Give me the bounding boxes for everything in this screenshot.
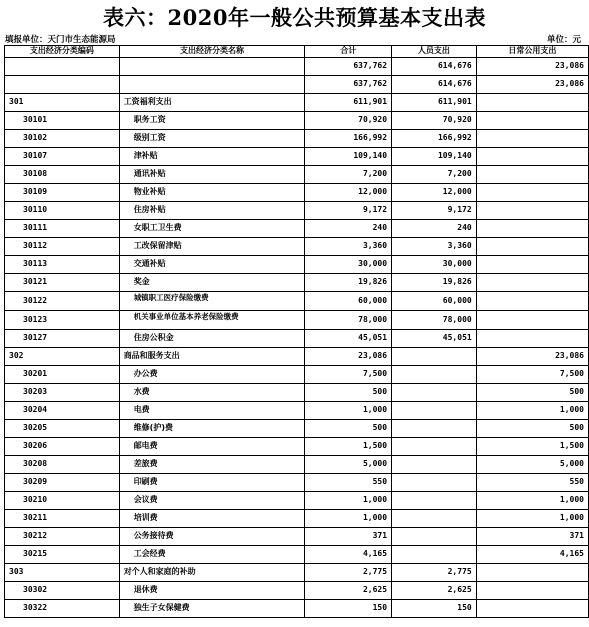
- personnel-cell: 12,000: [392, 184, 477, 202]
- personnel-cell: 9,172: [392, 202, 477, 220]
- total-cell: 611,901: [305, 94, 392, 112]
- public-cell: [476, 600, 588, 618]
- currency-unit: 单位：元: [546, 35, 581, 45]
- personnel-cell: 614,676: [392, 76, 477, 94]
- total-cell: 7,500: [305, 366, 392, 384]
- total-cell: 240: [305, 220, 392, 238]
- personnel-cell: 2,775: [392, 564, 477, 582]
- personnel-cell: [392, 366, 477, 384]
- name-cell: 通讯补贴: [119, 166, 305, 184]
- code-cell: 30111: [5, 220, 120, 238]
- header-code: 支出经济分类编码: [5, 46, 120, 58]
- name-cell: 交通补贴: [119, 256, 305, 274]
- personnel-cell: 70,920: [392, 112, 477, 130]
- personnel-cell: [392, 438, 477, 456]
- code-cell: 30210: [5, 492, 120, 510]
- personnel-cell: [392, 492, 477, 510]
- name-cell: 女职工卫生费: [119, 220, 305, 238]
- personnel-cell: 240: [392, 220, 477, 238]
- name-cell: 城镇职工医疗保险缴费: [119, 292, 305, 311]
- personnel-cell: [392, 402, 477, 420]
- public-cell: 500: [476, 384, 588, 402]
- table-row: [5, 58, 589, 76]
- code-cell: 302: [5, 348, 120, 366]
- name-cell: 工改保留津贴: [119, 238, 305, 256]
- code-cell: 30123: [5, 311, 120, 330]
- public-cell: [476, 330, 588, 348]
- personnel-cell: 45,051: [392, 330, 477, 348]
- personnel-cell: 109,140: [392, 148, 477, 166]
- public-cell: [476, 582, 588, 600]
- personnel-cell: 19,826: [392, 274, 477, 292]
- total-cell: 5,000: [305, 456, 392, 474]
- name-cell: 办公费: [119, 366, 305, 384]
- personnel-cell: [392, 348, 477, 366]
- name-cell: 物业补贴: [119, 184, 305, 202]
- total-cell: 637,762: [305, 76, 392, 94]
- personnel-cell: 3,360: [392, 238, 477, 256]
- public-cell: 371: [476, 528, 588, 546]
- public-cell: 23,086: [476, 348, 588, 366]
- header-total: 合计: [305, 46, 392, 58]
- name-cell: 奖金: [119, 274, 305, 292]
- table-row: [5, 220, 589, 238]
- table-row: [5, 238, 589, 256]
- table-row: [5, 366, 589, 384]
- total-cell: 150: [305, 600, 392, 618]
- name-cell: 印刷费: [119, 474, 305, 492]
- total-cell: 1,000: [305, 492, 392, 510]
- name-cell: 退休费: [119, 582, 305, 600]
- public-cell: [476, 202, 588, 220]
- total-cell: 7,200: [305, 166, 392, 184]
- total-cell: 166,992: [305, 130, 392, 148]
- code-cell: [5, 58, 120, 76]
- public-cell: 23,086: [476, 58, 588, 76]
- public-cell: [476, 130, 588, 148]
- name-cell: 电费: [119, 402, 305, 420]
- table-row: [5, 348, 589, 366]
- name-cell: 对个人和家庭的补助: [119, 564, 305, 582]
- personnel-cell: [392, 474, 477, 492]
- code-cell: 30212: [5, 528, 120, 546]
- table-row: [5, 582, 589, 600]
- code-cell: 30215: [5, 546, 120, 564]
- name-cell: 职务工资: [119, 112, 305, 130]
- table-row: [5, 510, 589, 528]
- total-cell: 78,000: [305, 311, 392, 330]
- name-cell: 机关事业单位基本养老保险缴费: [119, 311, 305, 330]
- public-cell: [476, 94, 588, 112]
- public-cell: 1,000: [476, 492, 588, 510]
- total-cell: 371: [305, 528, 392, 546]
- total-cell: 60,000: [305, 292, 392, 311]
- total-cell: 2,625: [305, 582, 392, 600]
- total-cell: 500: [305, 384, 392, 402]
- public-cell: 1,000: [476, 402, 588, 420]
- personnel-cell: 30,000: [392, 256, 477, 274]
- public-cell: [476, 311, 588, 330]
- public-cell: [476, 238, 588, 256]
- table-row: [5, 456, 589, 474]
- table-row: [5, 311, 589, 330]
- personnel-cell: [392, 510, 477, 528]
- total-cell: 9,172: [305, 202, 392, 220]
- name-cell: 邮电费: [119, 438, 305, 456]
- personnel-cell: [392, 420, 477, 438]
- table-row: [5, 402, 589, 420]
- table-row: [5, 330, 589, 348]
- public-cell: [476, 184, 588, 202]
- table-row: [5, 600, 589, 618]
- total-cell: 1,500: [305, 438, 392, 456]
- total-cell: 12,000: [305, 184, 392, 202]
- code-cell: 30204: [5, 402, 120, 420]
- total-cell: 1,000: [305, 402, 392, 420]
- code-cell: 30302: [5, 582, 120, 600]
- public-cell: 23,086: [476, 76, 588, 94]
- public-cell: [476, 166, 588, 184]
- public-cell: 7,500: [476, 366, 588, 384]
- personnel-cell: [392, 456, 477, 474]
- table-row: [5, 274, 589, 292]
- name-cell: 独生子女保健费: [119, 600, 305, 618]
- code-cell: 30113: [5, 256, 120, 274]
- total-cell: 70,920: [305, 112, 392, 130]
- personnel-cell: 60,000: [392, 292, 477, 311]
- code-cell: 30101: [5, 112, 120, 130]
- code-cell: 30102: [5, 130, 120, 148]
- code-cell: 30109: [5, 184, 120, 202]
- header-public: 日常公用支出: [476, 46, 588, 58]
- personnel-cell: 166,992: [392, 130, 477, 148]
- personnel-cell: 78,000: [392, 311, 477, 330]
- total-cell: 19,826: [305, 274, 392, 292]
- table-row: [5, 148, 589, 166]
- table-row: [5, 420, 589, 438]
- table-row: [5, 384, 589, 402]
- reporting-unit: 填报单位：天门市生态能源局: [5, 35, 116, 45]
- public-cell: [476, 112, 588, 130]
- table-row: [5, 94, 589, 112]
- table-row: [5, 166, 589, 184]
- personnel-cell: 611,901: [392, 94, 477, 112]
- total-cell: 109,140: [305, 148, 392, 166]
- header-personnel: 人员支出: [392, 46, 477, 58]
- public-cell: 500: [476, 420, 588, 438]
- name-cell: 住房公积金: [119, 330, 305, 348]
- total-cell: 500: [305, 420, 392, 438]
- name-cell: 津补贴: [119, 148, 305, 166]
- personnel-cell: 7,200: [392, 166, 477, 184]
- code-cell: 30209: [5, 474, 120, 492]
- table-row: [5, 492, 589, 510]
- code-cell: 30203: [5, 384, 120, 402]
- code-cell: 30112: [5, 238, 120, 256]
- code-cell: 30205: [5, 420, 120, 438]
- table-row: [5, 564, 589, 582]
- name-cell: 工会经费: [119, 546, 305, 564]
- table-row: [5, 546, 589, 564]
- public-cell: 550: [476, 474, 588, 492]
- table-row: [5, 438, 589, 456]
- table-row: [5, 76, 589, 94]
- table-row: [5, 256, 589, 274]
- name-cell: 住房补贴: [119, 202, 305, 220]
- public-cell: 1,000: [476, 510, 588, 528]
- name-cell: [119, 76, 305, 94]
- code-cell: 301: [5, 94, 120, 112]
- name-cell: 维修(护)费: [119, 420, 305, 438]
- code-cell: 30211: [5, 510, 120, 528]
- table-row: [5, 130, 589, 148]
- code-cell: [5, 76, 120, 94]
- table-header-row: [5, 46, 589, 58]
- name-cell: 公务接待费: [119, 528, 305, 546]
- public-cell: [476, 220, 588, 238]
- table-row: [5, 528, 589, 546]
- name-cell: 培训费: [119, 510, 305, 528]
- total-cell: 2,775: [305, 564, 392, 582]
- code-cell: 30201: [5, 366, 120, 384]
- code-cell: 30206: [5, 438, 120, 456]
- code-cell: 30127: [5, 330, 120, 348]
- code-cell: 30121: [5, 274, 120, 292]
- name-cell: 工资福利支出: [119, 94, 305, 112]
- public-cell: 5,000: [476, 456, 588, 474]
- personnel-cell: 2,625: [392, 582, 477, 600]
- code-cell: 30208: [5, 456, 120, 474]
- page-title: 表六：2020年一般公共预算基本支出表: [103, 5, 486, 30]
- personnel-cell: [392, 384, 477, 402]
- personnel-cell: 150: [392, 600, 477, 618]
- name-cell: 差旅费: [119, 456, 305, 474]
- table-row: [5, 112, 589, 130]
- personnel-cell: 614,676: [392, 58, 477, 76]
- public-cell: [476, 292, 588, 311]
- name-cell: 级别工资: [119, 130, 305, 148]
- name-cell: 水费: [119, 384, 305, 402]
- name-cell: [119, 58, 305, 76]
- code-cell: 30122: [5, 292, 120, 311]
- header-name: 支出经济分类名称: [119, 46, 305, 58]
- table-row: [5, 202, 589, 220]
- public-cell: 4,165: [476, 546, 588, 564]
- personnel-cell: [392, 528, 477, 546]
- code-cell: 30322: [5, 600, 120, 618]
- expenditure-table: [4, 45, 589, 618]
- name-cell: 商品和服务支出: [119, 348, 305, 366]
- table-body: [5, 46, 589, 618]
- name-cell: 会议费: [119, 492, 305, 510]
- public-cell: [476, 148, 588, 166]
- total-cell: 637,762: [305, 58, 392, 76]
- code-cell: 30110: [5, 202, 120, 220]
- total-cell: 30,000: [305, 256, 392, 274]
- total-cell: 45,051: [305, 330, 392, 348]
- table-row: [5, 292, 589, 311]
- code-cell: 303: [5, 564, 120, 582]
- table-row: [5, 184, 589, 202]
- total-cell: 1,000: [305, 510, 392, 528]
- personnel-cell: [392, 546, 477, 564]
- public-cell: [476, 256, 588, 274]
- total-cell: 23,086: [305, 348, 392, 366]
- total-cell: 4,165: [305, 546, 392, 564]
- public-cell: 1,500: [476, 438, 588, 456]
- code-cell: 30107: [5, 148, 120, 166]
- total-cell: 3,360: [305, 238, 392, 256]
- table-row: [5, 474, 589, 492]
- code-cell: 30108: [5, 166, 120, 184]
- public-cell: [476, 564, 588, 582]
- total-cell: 550: [305, 474, 392, 492]
- public-cell: [476, 274, 588, 292]
